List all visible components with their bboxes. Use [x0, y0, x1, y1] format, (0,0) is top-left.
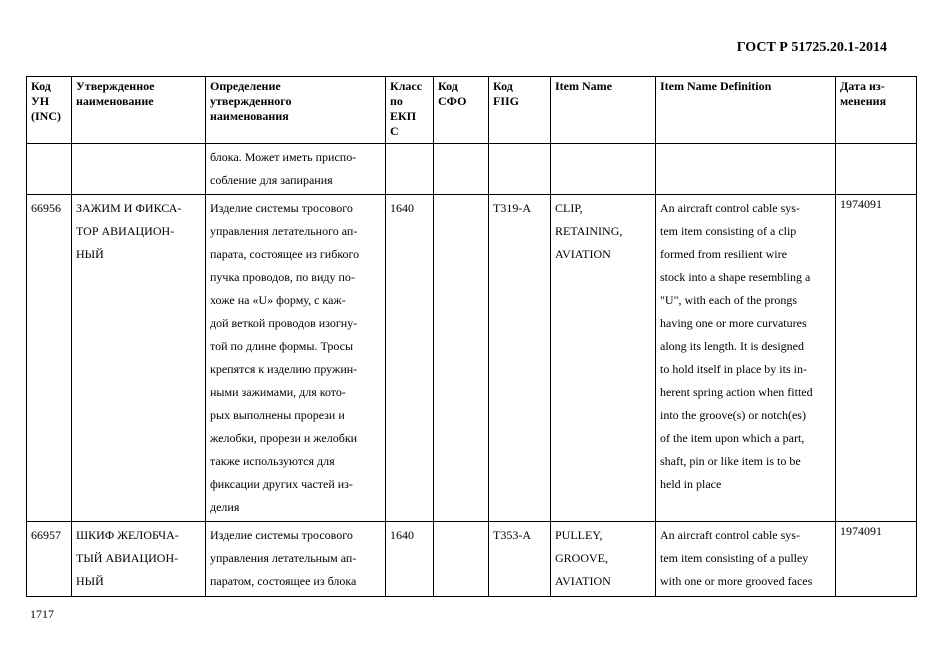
table-header-row	[27, 77, 917, 144]
fiig-code-cell	[489, 144, 551, 195]
ekps-class-cell	[386, 522, 434, 597]
item-name-cell	[551, 522, 656, 597]
cell-line: фиксации других частей из-	[210, 477, 353, 491]
cell-line: CLIP,	[555, 201, 583, 215]
header-line: (INC)	[31, 109, 61, 123]
inc-cell	[27, 195, 72, 522]
item-name-cell	[551, 144, 656, 195]
cell-line: stock into a shape resembling a	[660, 270, 811, 284]
approved-name-cell	[72, 522, 206, 597]
cell-line: ТОР АВИАЦИОН-	[76, 224, 175, 238]
cell-line: AVIATION	[555, 247, 611, 261]
cell-line: управления летательного ап-	[210, 224, 358, 238]
cell-line: tem item consisting of a clip	[660, 224, 797, 238]
header-line: СФО	[438, 94, 467, 108]
table-row	[27, 144, 917, 195]
cell-line: рых выполнены прорези и	[210, 408, 345, 422]
definition-cell	[206, 195, 386, 522]
header-ekps-class	[386, 77, 434, 144]
header-line: по	[390, 94, 403, 108]
cell-line: ТЫЙ АВИАЦИОН-	[76, 551, 179, 565]
cell-line: tem item consisting of a pulley	[660, 551, 809, 565]
header-line: FIIG	[493, 94, 520, 108]
definition-cell	[206, 522, 386, 597]
inc-cell	[27, 144, 72, 195]
header-line: Утвержденное	[76, 79, 155, 93]
document-code: ГОСТ Р 51725.20.1-2014	[736, 40, 887, 55]
classification-table	[26, 76, 917, 597]
cell-line: желобки, прорези и желобки	[210, 431, 358, 445]
header-line: Класс	[390, 79, 423, 93]
cell-line: дой веткой проводов изогну-	[210, 316, 358, 330]
header-sfo-code	[434, 77, 489, 144]
cell-line: 66957	[31, 528, 61, 542]
inc-cell	[27, 522, 72, 597]
cell-line: T353-A	[493, 528, 531, 542]
fiig-code-cell	[489, 195, 551, 522]
cell-line: having one or more curvatures	[660, 316, 807, 330]
cell-line: 66956	[31, 201, 61, 215]
cell-line: паратом, состоящее из блока	[210, 574, 357, 588]
cell-line: делия	[210, 500, 240, 514]
cell-line: крепятся к изделию пружин-	[210, 362, 358, 376]
change-date-cell	[836, 195, 917, 522]
cell-line: НЫЙ	[76, 574, 104, 588]
cell-line: той по длине формы. Тросы	[210, 339, 354, 353]
approved-name-cell	[72, 195, 206, 522]
cell-line: парата, состоящее из гибкого	[210, 247, 360, 261]
header-line: Код	[493, 79, 513, 93]
header-line: Определение	[210, 79, 281, 93]
cell-line: into the groove(s) or notch(es)	[660, 408, 806, 422]
cell-line: собление для запирания	[210, 173, 333, 187]
cell-line: RETAINING,	[555, 224, 623, 238]
cell-line: Изделие системы тросового	[210, 528, 353, 542]
cell-line: An aircraft control cable sys-	[660, 528, 800, 542]
item-definition-cell	[656, 195, 836, 522]
change-date-cell	[836, 144, 917, 195]
header-line: Код	[31, 79, 51, 93]
cell-line: также используются для	[210, 454, 335, 468]
cell-line: ЗАЖИМ И ФИКСА-	[76, 201, 182, 215]
cell-line: shaft, pin or like item is to be	[660, 454, 801, 468]
cell-line: 1974091	[840, 197, 882, 211]
cell-line: пучка проводов, по виду по-	[210, 270, 355, 284]
table-row	[27, 522, 917, 597]
header-line: наименования	[210, 109, 289, 123]
fiig-code-cell	[489, 522, 551, 597]
ekps-class-cell	[386, 144, 434, 195]
cell-line: formed from resilient wire	[660, 247, 787, 261]
header-item-name	[551, 77, 656, 144]
cell-line: управления летательным ап-	[210, 551, 357, 565]
header-definition	[206, 77, 386, 144]
header-approved-name	[72, 77, 206, 144]
cell-line: 1974091	[840, 524, 882, 538]
sfo-code-cell	[434, 522, 489, 597]
cell-line: with one or more grooved faces	[660, 574, 813, 588]
cell-line: of the item upon which a part,	[660, 431, 805, 445]
header-line: УН	[31, 94, 50, 108]
header-line: наименование	[76, 94, 154, 108]
cell-line: 1640	[390, 528, 414, 542]
header-inc	[27, 77, 72, 144]
item-name-cell	[551, 195, 656, 522]
header-line: Дата из-	[840, 79, 885, 93]
table-row	[27, 195, 917, 522]
header-line: С	[390, 124, 399, 138]
cell-line: GROOVE,	[555, 551, 608, 565]
item-definition-cell	[656, 144, 836, 195]
cell-line: held in place	[660, 477, 722, 491]
cell-line: НЫЙ	[76, 247, 104, 261]
cell-line: Изделие системы тросового	[210, 201, 353, 215]
header-line: менения	[840, 94, 887, 108]
header-item-name-definition	[656, 77, 836, 144]
cell-line: herent spring action when fitted	[660, 385, 813, 399]
cell-line: ными зажимами, для кото-	[210, 385, 346, 399]
cell-line: along its length. It is designed	[660, 339, 804, 353]
cell-line: хоже на «U» форму, с каж-	[210, 293, 346, 307]
header-fiig-code	[489, 77, 551, 144]
change-date-cell	[836, 522, 917, 597]
header-line: утвержденного	[210, 94, 292, 108]
ekps-class-cell	[386, 195, 434, 522]
cell-line: PULLEY,	[555, 528, 603, 542]
header-line: Код	[438, 79, 458, 93]
cell-line: T319-A	[493, 201, 531, 215]
cell-line: "U", with each of the prongs	[660, 293, 798, 307]
header-line: Item Name	[555, 79, 612, 93]
header-line: ЕКП	[390, 109, 417, 123]
cell-line: to hold itself in place by its in-	[660, 362, 807, 376]
cell-line: AVIATION	[555, 574, 611, 588]
header-line: Item Name Definition	[660, 79, 772, 93]
definition-cell	[206, 144, 386, 195]
item-definition-cell	[656, 522, 836, 597]
cell-line: блока. Может иметь приспо-	[210, 150, 357, 164]
sfo-code-cell	[434, 144, 489, 195]
header-change-date	[836, 77, 917, 144]
cell-line: ШКИФ ЖЕЛОБЧА-	[76, 528, 179, 542]
page-number: 1717	[30, 607, 54, 621]
approved-name-cell	[72, 144, 206, 195]
cell-line: 1640	[390, 201, 414, 215]
sfo-code-cell	[434, 195, 489, 522]
cell-line: An aircraft control cable sys-	[660, 201, 800, 215]
